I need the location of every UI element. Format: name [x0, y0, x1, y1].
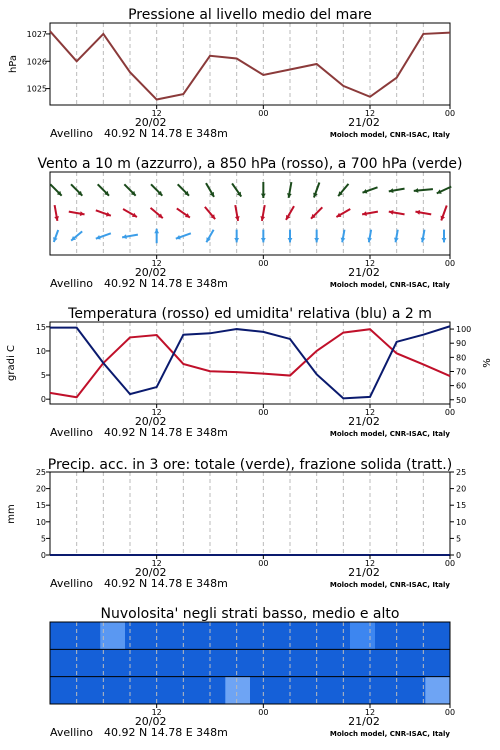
cloud-cell [325, 649, 351, 676]
credit-label: Moloch model, CNR-ISAC, Italy [329, 581, 450, 589]
location-label: Avellino [50, 426, 94, 439]
cloud-cell [425, 677, 451, 704]
x-tick-label: 12 [151, 259, 162, 268]
wind-arrow-700hPa [313, 182, 319, 197]
cloud-cell [425, 649, 451, 676]
wind-arrow-head [314, 238, 319, 242]
location-label: Avellino [50, 127, 94, 140]
cloud-cell [50, 677, 76, 704]
y-tick-label: 0 [40, 395, 46, 405]
cloud-cell [175, 649, 201, 676]
cloud-cell [200, 622, 226, 649]
credit-label: Moloch model, CNR-ISAC, Italy [329, 281, 450, 289]
cloud-cell [225, 622, 251, 649]
cloud-cell [225, 677, 251, 704]
cloud-cell [400, 649, 426, 676]
wind-arrow-10m [71, 231, 82, 240]
y-tick-label: 15 [35, 501, 46, 511]
y-tick-label: 10 [35, 346, 46, 356]
precipitation-panel [6, 457, 466, 590]
date-label: 20/02 [134, 415, 167, 428]
y-axis-label: hPa [8, 54, 19, 74]
x-tick-label: 12 [151, 109, 162, 118]
date-label: 21/02 [348, 566, 380, 579]
wind-arrow-head [234, 238, 239, 242]
cloud-cell [275, 622, 301, 649]
y2-tick-label: 100 [456, 325, 472, 335]
credit-label: Moloch model, CNR-ISAC, Italy [329, 430, 450, 438]
x-tick-label: 00 [444, 109, 456, 118]
x-tick-label: 12 [364, 109, 376, 118]
cloud-cell [50, 649, 76, 676]
location-label: Avellino [50, 277, 94, 290]
date-label: 20/02 [134, 116, 167, 129]
date-label: 20/02 [134, 266, 167, 279]
y2-tick-label: 15 [456, 501, 467, 511]
wind-arrow-700hPa [50, 184, 61, 195]
y-tick-label: 20 [35, 484, 46, 494]
x-tick-label: 00 [258, 408, 269, 417]
cloud-cell [175, 622, 201, 649]
cloud-cell [300, 649, 326, 676]
y-tick-label: 0 [40, 551, 46, 560]
chart-title: Temperatura (rosso) ed umidita' relativa (blu) a 2 m [68, 306, 432, 322]
date-label: 20/02 [134, 566, 167, 579]
cloud-cell [150, 677, 176, 704]
y2-tick-label: 80 [456, 353, 467, 363]
chart-title: Precip. acc. in 3 ore: totale (verde), frazione solida (tratt.) [47, 457, 453, 473]
wind-arrow-10m [314, 230, 319, 243]
y2-tick-label: 0 [456, 551, 462, 560]
y-tick-label: 25 [35, 468, 46, 477]
cloud-cell [75, 677, 101, 704]
y-tick-label: 15 [35, 322, 46, 332]
cloud-cell [275, 677, 301, 704]
wind-arrow-10m [53, 230, 58, 242]
cloud-cell [325, 677, 351, 704]
temperature-panel [6, 306, 493, 439]
x-tick-label: 12 [151, 559, 162, 568]
cloud-cell [125, 677, 151, 704]
y-axis-label: gradi C [6, 345, 17, 381]
coords-label: 40.92 N 14.78 E 348m [104, 277, 228, 290]
cloud-cell [425, 622, 451, 649]
cloud-cell [400, 622, 426, 649]
cloud-cell [75, 649, 101, 676]
cloud-cell [75, 622, 101, 649]
y2-tick-label: 50 [456, 395, 467, 405]
cloud-cell [250, 622, 276, 649]
y2-tick-label: 70 [456, 367, 467, 377]
x-tick-label: 00 [258, 259, 269, 268]
cloud-cell [350, 677, 376, 704]
cloud-cell [225, 649, 251, 676]
chart-title: Pressione al livello medio del mare [128, 7, 372, 23]
y2-tick-label: 60 [456, 381, 467, 391]
x-tick-label: 00 [258, 559, 269, 568]
wind-arrow-700hPa [437, 187, 452, 194]
location-label: Avellino [50, 726, 94, 739]
y-tick-label: 5 [40, 534, 46, 544]
x-tick-label: 00 [444, 559, 456, 568]
y-axis-label: mm [6, 504, 17, 524]
x-tick-label: 00 [444, 259, 456, 268]
coords-label: 40.92 N 14.78 E 348m [104, 426, 228, 439]
cloud-cell [150, 622, 176, 649]
cloud-panel [50, 606, 455, 739]
date-label: 21/02 [348, 715, 380, 728]
cloud-cell [175, 677, 201, 704]
wind-arrow-head [414, 188, 419, 193]
chart-title: Vento a 10 m (azzurro), a 850 hPa (rosso), a 700 hPa (verde) [37, 156, 463, 172]
pressure-panel [8, 7, 455, 140]
cloud-cell [250, 677, 276, 704]
temperatura-line [50, 329, 450, 397]
coords-label: 40.92 N 14.78 E 348m [104, 127, 228, 140]
cloud-cell [325, 622, 351, 649]
wind-arrow-850hPa [54, 205, 59, 221]
x-tick-label: 12 [151, 708, 162, 717]
wind-arrow-head [442, 238, 447, 242]
credit-label: Moloch model, CNR-ISAC, Italy [329, 131, 450, 139]
y2-tick-label: 5 [456, 534, 462, 544]
wind-arrow-head [154, 229, 159, 233]
cloud-cell [350, 649, 376, 676]
cloud-cell [200, 649, 226, 676]
x-tick-label: 00 [444, 408, 456, 417]
x-tick-label: 00 [258, 109, 269, 118]
wind-arrow-850hPa [235, 205, 240, 221]
pressure-line [50, 31, 450, 99]
cloud-cell [200, 677, 226, 704]
y2-axis-label: % [482, 358, 493, 368]
x-tick-label: 12 [151, 408, 162, 417]
date-label: 20/02 [134, 715, 167, 728]
x-tick-label: 12 [364, 259, 376, 268]
cloud-cell [300, 677, 326, 704]
wind-arrow-10m [288, 230, 293, 243]
y2-tick-label: 90 [456, 339, 467, 349]
wind-arrow-head [261, 194, 266, 198]
cloud-cell [250, 649, 276, 676]
x-tick-label: 00 [444, 708, 456, 717]
cloud-cell [275, 649, 301, 676]
wind-panel [37, 156, 462, 290]
y2-tick-label: 10 [456, 517, 467, 527]
wind-arrow-850hPa [260, 205, 265, 221]
y-tick-label: 10 [35, 517, 46, 527]
x-tick-label: 00 [258, 708, 269, 717]
x-tick-label: 12 [364, 708, 376, 717]
chart-title: Nuvolosita' negli strati basso, medio e alto [100, 606, 400, 622]
wind-arrow-10m [261, 230, 266, 243]
plot-frame [50, 172, 450, 255]
y-tick-label: 5 [40, 371, 46, 381]
umidita-line [50, 326, 450, 398]
x-tick-label: 12 [364, 559, 376, 568]
wind-arrow-850hPa [441, 205, 447, 220]
y-tick-label: 1027 [26, 29, 47, 39]
wind-arrow-head [288, 238, 293, 242]
coords-label: 40.92 N 14.78 E 348m [104, 577, 228, 590]
wind-arrow-10m [442, 230, 447, 243]
cloud-cell [350, 622, 376, 649]
cloud-cell [125, 622, 151, 649]
plot-frame [50, 472, 450, 555]
y-tick-label: 1025 [26, 84, 47, 94]
cloud-cell [50, 622, 76, 649]
y2-tick-label: 20 [456, 484, 467, 494]
date-label: 21/02 [348, 415, 380, 428]
cloud-cell [150, 649, 176, 676]
y-tick-label: 1026 [26, 57, 47, 67]
wind-arrow-10m [234, 230, 239, 243]
date-label: 21/02 [348, 116, 380, 129]
wind-arrow-10m [154, 229, 159, 243]
credit-label: Moloch model, CNR-ISAC, Italy [329, 730, 450, 738]
cloud-cell [300, 622, 326, 649]
y2-tick-label: 25 [456, 468, 467, 477]
plot-frame [50, 23, 450, 105]
date-label: 21/02 [348, 266, 380, 279]
cloud-cell [125, 649, 151, 676]
wind-arrow-700hPa [287, 182, 292, 198]
wind-arrow-head [261, 238, 266, 242]
location-label: Avellino [50, 577, 94, 590]
coords-label: 40.92 N 14.78 E 348m [104, 726, 228, 739]
x-tick-label: 12 [364, 408, 376, 417]
cloud-cell [400, 677, 426, 704]
wind-arrow-700hPa [261, 182, 266, 198]
plot-frame [50, 322, 450, 404]
